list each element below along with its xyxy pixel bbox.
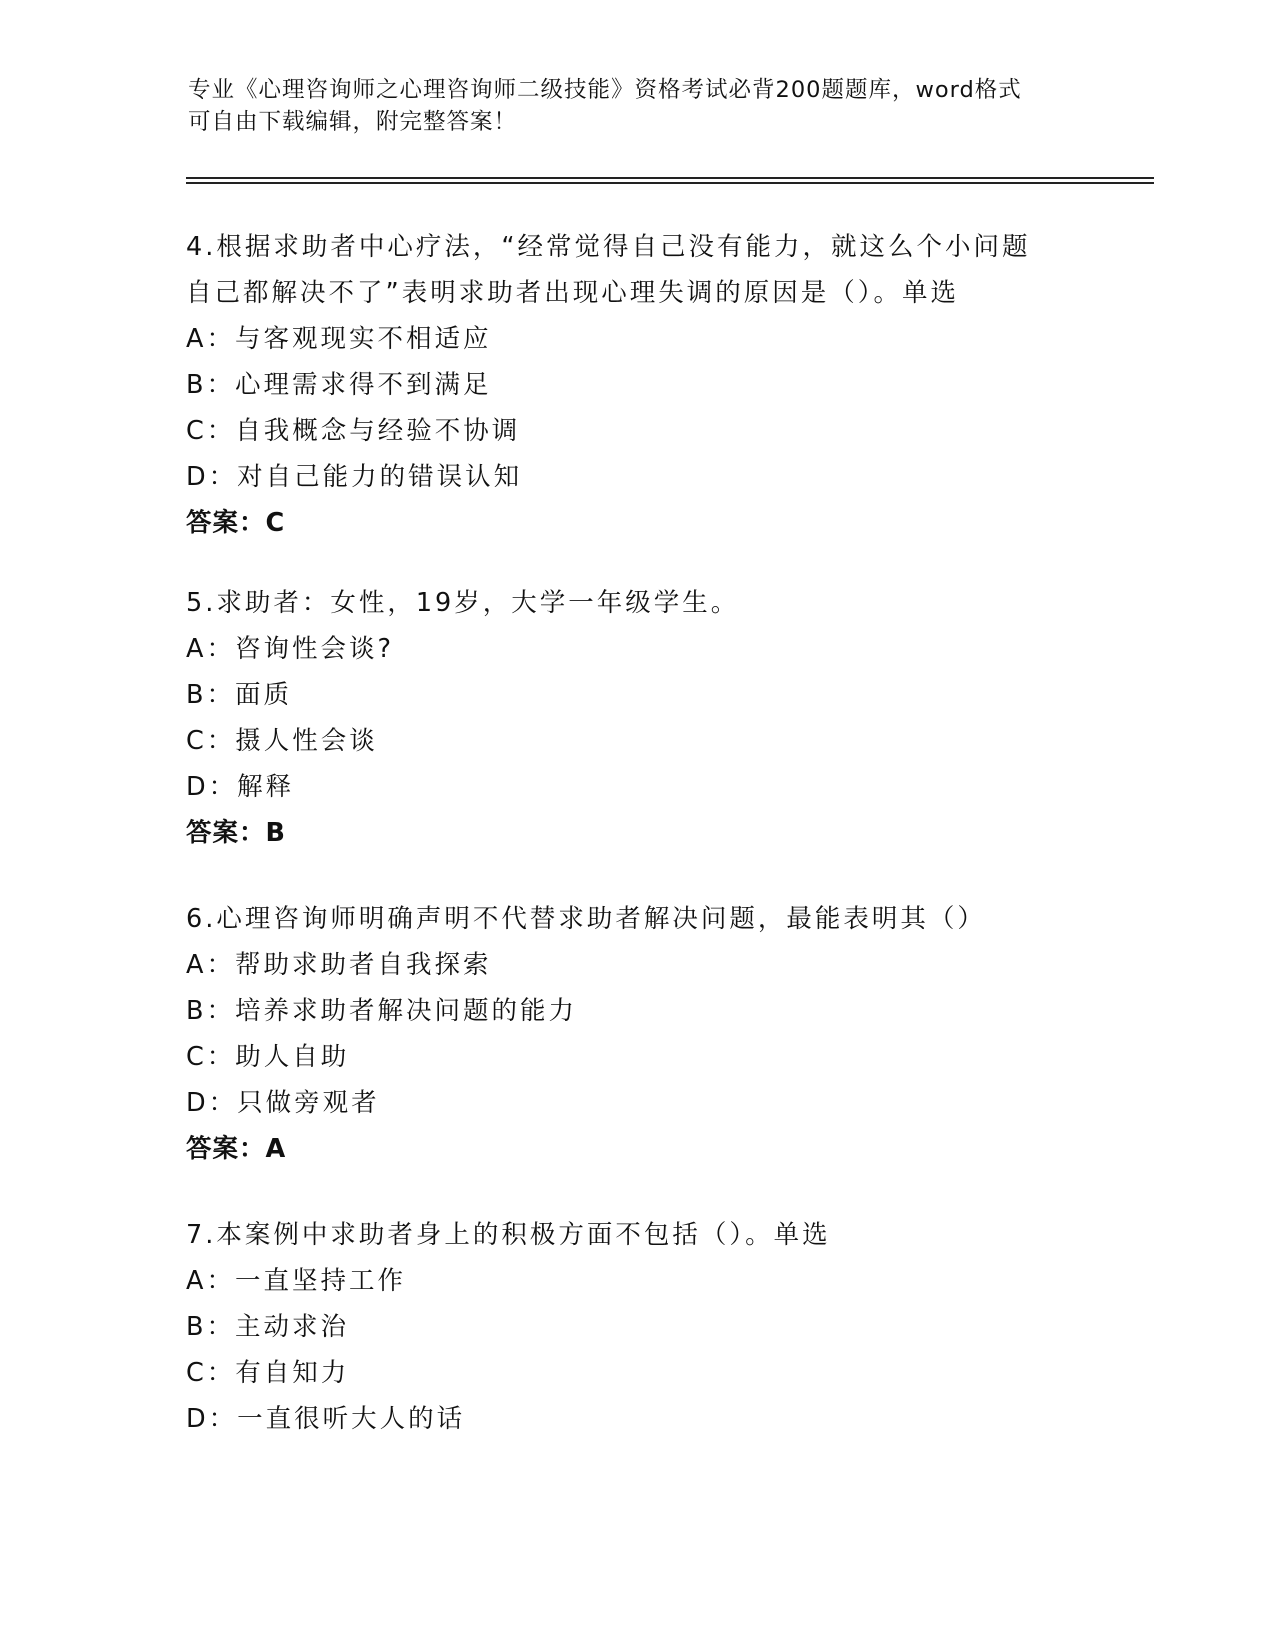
header-divider-top (186, 177, 1154, 179)
option-d: D：一直很听大人的话 (186, 1404, 466, 1434)
answer-label: 答案： (186, 818, 266, 848)
answer-line (186, 500, 1106, 546)
answer-value: C (265, 508, 286, 538)
document-header (188, 74, 1088, 138)
option-b: B：主动求治 (186, 1312, 349, 1342)
answer-line (186, 810, 1106, 856)
answer-value: B (265, 818, 286, 848)
question-stem (186, 224, 1106, 316)
option-a: A：一直坚持工作 (186, 1266, 406, 1296)
header-divider-bottom (186, 182, 1154, 184)
option-d: D：只做旁观者 (186, 1088, 380, 1118)
answer-label: 答案： (186, 1134, 266, 1164)
option-b: B：培养求助者解决问题的能力 (186, 996, 577, 1026)
question-stem-line: 4.根据求助者中心疗法，“经常觉得自己没有能力，就这么个小问题 (186, 232, 1031, 262)
question-7 (186, 1212, 1106, 1442)
question-stem-line: 7.本案例中求助者身上的积极方面不包括（）。单选 (186, 1220, 831, 1250)
option-b: B：面质 (186, 680, 292, 710)
question-6 (186, 896, 1106, 1172)
option-c: C：助人自助 (186, 1042, 350, 1072)
header-line-2: 可自由下载编辑，附完整答案！ (188, 109, 518, 135)
question-stem-line: 5.求助者：女性，19岁，大学一年级学生。 (186, 588, 740, 618)
option-a: A：帮助求助者自我探索 (186, 950, 492, 980)
answer-label: 答案： (186, 508, 266, 538)
question-stem-line: 自己都解决不了”表明求助者出现心理失调的原因是（）。单选 (186, 278, 959, 308)
answer-value: A (265, 1134, 287, 1164)
header-line-1: 专业《心理咨询师之心理咨询师二级技能》资格考试必背200题题库，word格式 (188, 77, 1022, 103)
question-stem-line: 6.心理咨询师明确声明不代替求助者解决问题，最能表明其（） (186, 904, 986, 934)
option-c: C：有自知力 (186, 1358, 350, 1388)
question-stem (186, 896, 1106, 942)
question-5 (186, 580, 1106, 856)
option-b: B：心理需求得不到满足 (186, 370, 492, 400)
question-4 (186, 224, 1106, 546)
question-stem (186, 1212, 1106, 1258)
option-a: A：与客观现实不相适应 (186, 324, 492, 354)
option-a: A：咨询性会谈? (186, 634, 394, 664)
question-stem (186, 580, 1106, 626)
option-d: D：解释 (186, 772, 295, 802)
answer-line (186, 1126, 1106, 1172)
option-d: D：对自己能力的错误认知 (186, 462, 523, 492)
option-c: C：摄人性会谈 (186, 726, 378, 756)
option-c: C：自我概念与经验不协调 (186, 416, 521, 446)
